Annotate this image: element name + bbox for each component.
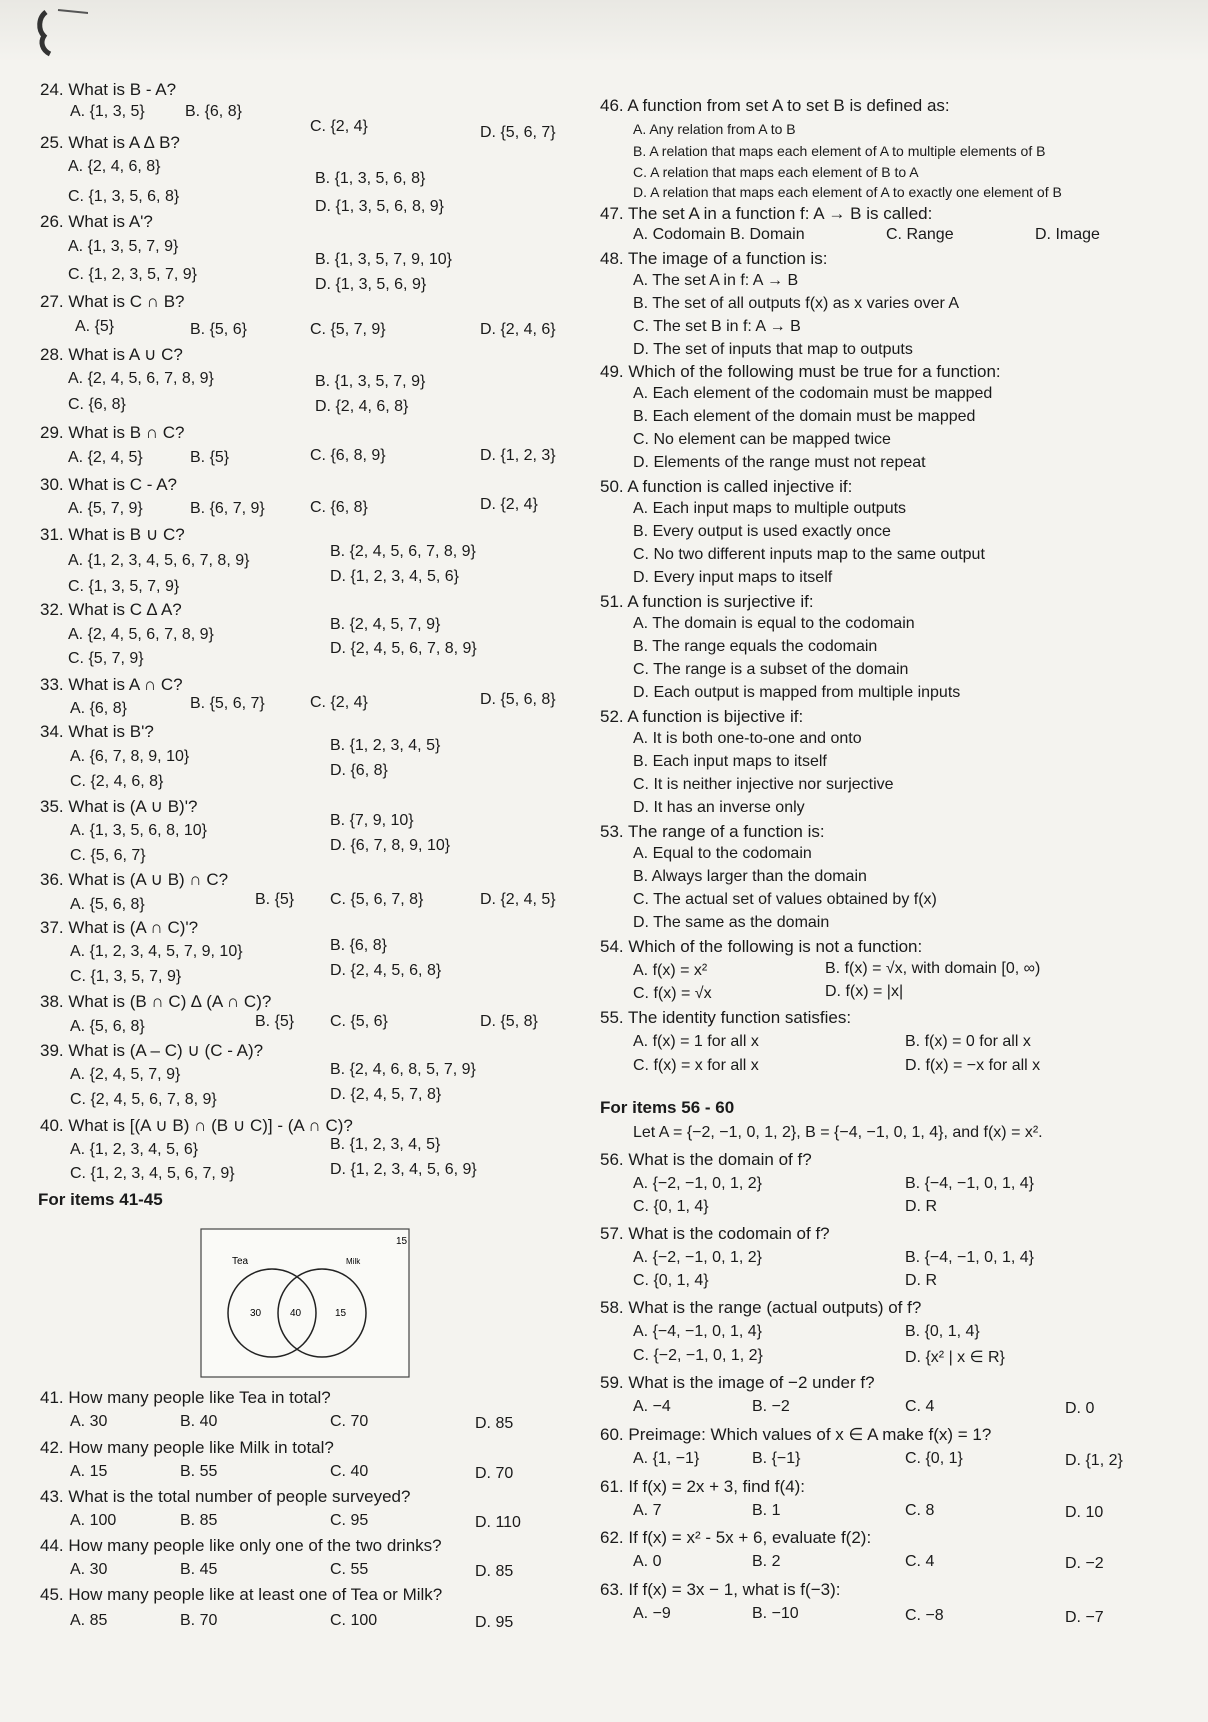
question-53-option: B. Always larger than the domain bbox=[633, 868, 867, 885]
question-38-option: B. {5} bbox=[255, 1013, 295, 1030]
question-48-option: A. The set A in f: A → B bbox=[633, 272, 799, 289]
question-35-option: A. {1, 3, 5, 6, 8, 10} bbox=[70, 822, 207, 839]
question-61-option: A. 7 bbox=[633, 1502, 662, 1519]
question-28-option: A. {2, 4, 5, 6, 7, 8, 9} bbox=[68, 370, 214, 387]
question-42-stem: 42. How many people like Milk in total? bbox=[40, 1438, 334, 1457]
question-51-option: A. The domain is equal to the codomain bbox=[633, 615, 915, 632]
question-60-option: D. {1, 2} bbox=[1065, 1452, 1123, 1469]
venn-milk-label: Milk bbox=[346, 1257, 361, 1266]
question-32-option: C. {5, 7, 9} bbox=[68, 650, 144, 667]
question-50-option: A. Each input maps to multiple outputs bbox=[633, 500, 907, 517]
question-54-option: A. f(x) = x² bbox=[633, 962, 708, 979]
question-38-option: C. {5, 6} bbox=[330, 1013, 388, 1030]
question-60-stem: 60. Preimage: Which values of x ∈ A make f(x) = 1? bbox=[600, 1425, 992, 1444]
question-48-option: B. The set of all outputs f(x) as x varies over A bbox=[633, 295, 960, 312]
question-31-option: A. {1, 2, 3, 4, 5, 6, 7, 8, 9} bbox=[68, 552, 250, 569]
question-38-option: D. {5, 8} bbox=[480, 1013, 538, 1030]
question-33-option: C. {2, 4} bbox=[310, 694, 368, 711]
question-56-option: A. {−2, −1, 0, 1, 2} bbox=[633, 1175, 762, 1192]
question-29-option: A. {2, 4, 5} bbox=[68, 449, 143, 466]
question-46-option: D. A relation that maps each element of A to exactly one element of B bbox=[633, 184, 1062, 200]
question-27-option: D. {2, 4, 6} bbox=[480, 321, 556, 338]
question-61-option: C. 8 bbox=[905, 1502, 935, 1519]
question-41-option: C. 70 bbox=[330, 1413, 369, 1430]
question-44-stem: 44. How many people like only one of the two drinks? bbox=[40, 1536, 442, 1555]
question-49-option: A. Each element of the codomain must be mapped bbox=[633, 385, 993, 402]
question-42-option: A. 15 bbox=[70, 1463, 108, 1480]
question-24-option: D. {5, 6, 7} bbox=[480, 124, 556, 141]
question-53-stem: 53. The range of a function is: bbox=[600, 822, 825, 841]
question-57-option: C. {0, 1, 4} bbox=[633, 1272, 709, 1289]
question-28-option: B. {1, 3, 5, 7, 9} bbox=[315, 373, 426, 390]
question-49-option: B. Each element of the domain must be mapped bbox=[633, 408, 976, 425]
question-62-option: B. 2 bbox=[752, 1553, 781, 1570]
question-62-option: A. 0 bbox=[633, 1553, 662, 1570]
question-42-option: D. 70 bbox=[475, 1465, 514, 1482]
question-51-option: C. The range is a subset of the domain bbox=[633, 661, 909, 678]
question-46-option: C. A relation that maps each element of B to A bbox=[633, 164, 919, 180]
question-46-stem: 46. A function from set A to set B is defined as: bbox=[600, 96, 950, 115]
question-45-option: D. 95 bbox=[475, 1614, 514, 1631]
question-36-stem: 36. What is (A ∪ B) ∩ C? bbox=[40, 870, 229, 889]
question-46-option: A. Any relation from A to B bbox=[633, 121, 796, 137]
question-30-option: D. {2, 4} bbox=[480, 496, 538, 513]
question-45-stem: 45. How many people like at least one of Tea or Milk? bbox=[40, 1585, 443, 1604]
question-59-stem: 59. What is the image of −2 under f? bbox=[600, 1373, 875, 1392]
question-54-stem: 54. Which of the following is not a function: bbox=[600, 937, 923, 956]
question-25-option: D. {1, 3, 5, 6, 8, 9} bbox=[315, 198, 444, 215]
question-52-stem: 52. A function is bijective if: bbox=[600, 707, 804, 726]
question-31-option: D. {1, 2, 3, 4, 5, 6} bbox=[330, 568, 459, 585]
question-32-option: B. {2, 4, 5, 7, 9} bbox=[330, 616, 441, 633]
question-43-option: D. 110 bbox=[475, 1514, 521, 1531]
question-32-stem: 32. What is C ∆ A? bbox=[40, 600, 182, 619]
question-31-option: C. {1, 3, 5, 7, 9} bbox=[68, 578, 180, 595]
given-sets: Let A = {−2, −1, 0, 1, 2}, B = {−4, −1, 0, 1, 4}, and f(x) = x². bbox=[633, 1124, 1043, 1141]
question-24-option: B. {6, 8} bbox=[185, 103, 242, 120]
question-32-option: A. {2, 4, 5, 6, 7, 8, 9} bbox=[68, 626, 214, 643]
question-30-option: C. {6, 8} bbox=[310, 499, 368, 516]
question-53-option: D. The same as the domain bbox=[633, 914, 830, 931]
question-43-stem: 43. What is the total number of people surveyed? bbox=[40, 1487, 411, 1506]
question-34-option: D. {6, 8} bbox=[330, 762, 388, 779]
question-47-option: D. Image bbox=[1035, 226, 1100, 243]
question-52-option: C. It is neither injective nor surjective bbox=[633, 776, 894, 793]
page-top-shadow bbox=[0, 0, 1208, 62]
question-44-option: C. 55 bbox=[330, 1561, 369, 1578]
question-28-stem: 28. What is A ∪ C? bbox=[40, 345, 183, 364]
question-27-stem: 27. What is C ∩ B? bbox=[40, 292, 185, 311]
question-47-option: A. Codomain B. Domain bbox=[633, 226, 805, 243]
question-47-stem: 47. The set A in a function f: A → B is called: bbox=[600, 204, 933, 223]
question-42-option: C. 40 bbox=[330, 1463, 369, 1480]
question-33-option: A. {6, 8} bbox=[70, 700, 127, 717]
question-29-option: D. {1, 2, 3} bbox=[480, 447, 556, 464]
question-24-stem: 24. What is B - A? bbox=[40, 80, 177, 99]
question-61-option: B. 1 bbox=[752, 1502, 781, 1519]
question-35-stem: 35. What is (A ∪ B)'? bbox=[40, 797, 198, 816]
question-40-option: B. {1, 2, 3, 4, 5} bbox=[330, 1136, 441, 1153]
question-27-option: B. {5, 6} bbox=[190, 321, 247, 338]
question-27-option: A. {5} bbox=[75, 318, 115, 335]
question-59-option: A. −4 bbox=[633, 1398, 671, 1415]
question-55-stem: 55. The identity function satisfies: bbox=[600, 1008, 852, 1027]
question-63-stem: 63. If f(x) = 3x − 1, what is f(−3): bbox=[600, 1580, 841, 1599]
question-39-option: D. {2, 4, 5, 7, 8} bbox=[330, 1086, 442, 1103]
question-38-option: A. {5, 6, 8} bbox=[70, 1018, 145, 1035]
question-60-option: C. {0, 1} bbox=[905, 1450, 963, 1467]
question-26-option: B. {1, 3, 5, 7, 9, 10} bbox=[315, 251, 452, 268]
question-39-stem: 39. What is (A – C) ∪ (C - A)? bbox=[40, 1041, 264, 1060]
question-54-option: D. f(x) = |x| bbox=[825, 983, 904, 1000]
question-52-option: A. It is both one-to-one and onto bbox=[633, 730, 862, 747]
question-30-stem: 30. What is C - A? bbox=[40, 475, 177, 494]
question-59-option: C. 4 bbox=[905, 1398, 935, 1415]
question-60-option: A. {1, −1} bbox=[633, 1450, 700, 1467]
question-37-option: C. {1, 3, 5, 7, 9} bbox=[70, 968, 182, 985]
question-29-option: B. {5} bbox=[190, 449, 230, 466]
question-63-option: C. −8 bbox=[905, 1607, 944, 1624]
venn-only-milk-value: 15 bbox=[335, 1308, 347, 1319]
question-28-option: D. {2, 4, 6, 8} bbox=[315, 398, 409, 415]
question-48-stem: 48. The image of a function is: bbox=[600, 249, 828, 268]
question-53-option: A. Equal to the codomain bbox=[633, 845, 812, 862]
question-33-option: D. {5, 6, 8} bbox=[480, 691, 556, 708]
question-55-option: D. f(x) = −x for all x bbox=[905, 1057, 1041, 1074]
question-51-stem: 51. A function is surjective if: bbox=[600, 592, 814, 611]
section-header-41-45: For items 41-45 bbox=[38, 1190, 163, 1209]
question-49-option: D. Elements of the range must not repeat bbox=[633, 454, 926, 471]
question-60-option: B. {−1} bbox=[752, 1450, 801, 1467]
question-45-option: B. 70 bbox=[180, 1612, 218, 1629]
question-40-stem: 40. What is [(A ∪ B) ∩ (B ∪ C)] - (A ∩ C)? bbox=[40, 1116, 353, 1135]
question-61-stem: 61. If f(x) = 2x + 3, find f(4): bbox=[600, 1477, 806, 1496]
question-37-stem: 37. What is (A ∩ C)'? bbox=[40, 918, 199, 937]
question-42-option: B. 55 bbox=[180, 1463, 218, 1480]
question-43-option: B. 85 bbox=[180, 1512, 218, 1529]
question-43-option: C. 95 bbox=[330, 1512, 369, 1529]
question-62-option: C. 4 bbox=[905, 1553, 935, 1570]
section-header-56-60: For items 56 - 60 bbox=[600, 1098, 735, 1117]
question-50-stem: 50. A function is called injective if: bbox=[600, 477, 853, 496]
question-34-option: B. {1, 2, 3, 4, 5} bbox=[330, 737, 441, 754]
question-62-option: D. −2 bbox=[1065, 1555, 1104, 1572]
question-29-option: C. {6, 8, 9} bbox=[310, 447, 386, 464]
question-34-option: A. {6, 7, 8, 9, 10} bbox=[70, 748, 190, 765]
question-35-option: D. {6, 7, 8, 9, 10} bbox=[330, 837, 451, 854]
question-57-option: D. R bbox=[905, 1272, 937, 1289]
venn-tea-label: Tea bbox=[232, 1256, 249, 1267]
question-26-stem: 26. What is A'? bbox=[40, 212, 153, 231]
question-41-option: A. 30 bbox=[70, 1413, 108, 1430]
question-46-option: B. A relation that maps each element of A to multiple elements of B bbox=[633, 143, 1046, 159]
question-39-option: C. {2, 4, 5, 6, 7, 8, 9} bbox=[70, 1091, 217, 1108]
question-37-option: B. {6, 8} bbox=[330, 937, 387, 954]
question-33-stem: 33. What is A ∩ C? bbox=[40, 675, 183, 694]
question-25-option: C. {1, 3, 5, 6, 8} bbox=[68, 188, 180, 205]
question-50-option: D. Every input maps to itself bbox=[633, 569, 833, 586]
question-48-option: D. The set of inputs that map to outputs bbox=[633, 341, 913, 358]
question-40-option: D. {1, 2, 3, 4, 5, 6, 9} bbox=[330, 1161, 477, 1178]
question-57-option: A. {−2, −1, 0, 1, 2} bbox=[633, 1249, 762, 1266]
question-62-stem: 62. If f(x) = x² - 5x + 6, evaluate f(2): bbox=[600, 1528, 872, 1547]
question-58-option: B. {0, 1, 4} bbox=[905, 1323, 980, 1340]
question-29-stem: 29. What is B ∩ C? bbox=[40, 423, 185, 442]
question-43-option: A. 100 bbox=[70, 1512, 117, 1529]
question-37-option: D. {2, 4, 5, 6, 8} bbox=[330, 962, 442, 979]
question-47-option: C. Range bbox=[886, 226, 954, 243]
question-49-option: C. No element can be mapped twice bbox=[633, 431, 891, 448]
question-55-option: A. f(x) = 1 for all x bbox=[633, 1033, 759, 1050]
question-25-stem: 25. What is A ∆ B? bbox=[40, 133, 180, 152]
binder-clip-icon bbox=[28, 8, 88, 58]
question-27-option: C. {5, 7, 9} bbox=[310, 321, 386, 338]
question-44-option: B. 45 bbox=[180, 1561, 218, 1578]
question-26-option: A. {1, 3, 5, 7, 9} bbox=[68, 238, 179, 255]
question-57-option: B. {−4, −1, 0, 1, 4} bbox=[905, 1249, 1034, 1266]
question-63-option: B. −10 bbox=[752, 1605, 799, 1622]
question-41-option: B. 40 bbox=[180, 1413, 218, 1430]
question-41-stem: 41. How many people like Tea in total? bbox=[40, 1388, 331, 1407]
question-56-option: C. {0, 1, 4} bbox=[633, 1198, 709, 1215]
question-51-option: B. The range equals the codomain bbox=[633, 638, 878, 655]
question-45-option: A. 85 bbox=[70, 1612, 108, 1629]
venn-total-label: 15 bbox=[396, 1236, 408, 1247]
question-39-option: B. {2, 4, 6, 8, 5, 7, 9} bbox=[330, 1061, 476, 1078]
question-59-option: D. 0 bbox=[1065, 1400, 1095, 1417]
question-51-option: D. Each output is mapped from multiple inputs bbox=[633, 684, 961, 701]
question-35-option: B. {7, 9, 10} bbox=[330, 812, 414, 829]
question-36-option: C. {5, 6, 7, 8} bbox=[330, 891, 424, 908]
question-28-option: C. {6, 8} bbox=[68, 396, 126, 413]
question-25-option: B. {1, 3, 5, 6, 8} bbox=[315, 170, 426, 187]
question-52-option: B. Each input maps to itself bbox=[633, 753, 827, 770]
question-50-option: B. Every output is used exactly once bbox=[633, 523, 891, 540]
question-40-option: C. {1, 2, 3, 4, 5, 6, 7, 9} bbox=[70, 1165, 235, 1182]
question-58-option: D. {x² | x ∈ R} bbox=[905, 1349, 1005, 1366]
venn-universe-box bbox=[201, 1229, 409, 1377]
question-36-option: A. {5, 6, 8} bbox=[70, 896, 145, 913]
question-58-stem: 58. What is the range (actual outputs) of f? bbox=[600, 1298, 922, 1317]
question-32-option: D. {2, 4, 5, 6, 7, 8, 9} bbox=[330, 640, 477, 657]
question-39-option: A. {2, 4, 5, 7, 9} bbox=[70, 1066, 181, 1083]
question-63-option: A. −9 bbox=[633, 1605, 671, 1622]
venn-both-value: 40 bbox=[290, 1308, 302, 1319]
question-30-option: B. {6, 7, 9} bbox=[190, 500, 265, 517]
question-34-option: C. {2, 4, 6, 8} bbox=[70, 773, 164, 790]
question-24-option: A. {1, 3, 5} bbox=[70, 103, 145, 120]
question-59-option: B. −2 bbox=[752, 1398, 790, 1415]
question-56-option: B. {−4, −1, 0, 1, 4} bbox=[905, 1175, 1034, 1192]
question-34-stem: 34. What is B'? bbox=[40, 722, 154, 741]
question-50-option: C. No two different inputs map to the same output bbox=[633, 546, 985, 563]
question-54-option: C. f(x) = √x bbox=[633, 985, 712, 1002]
question-31-option: B. {2, 4, 5, 6, 7, 8, 9} bbox=[330, 543, 476, 560]
question-37-option: A. {1, 2, 3, 4, 5, 7, 9, 10} bbox=[70, 943, 243, 960]
question-25-option: A. {2, 4, 6, 8} bbox=[68, 158, 161, 175]
question-36-option: B. {5} bbox=[255, 891, 295, 908]
question-35-option: C. {5, 6, 7} bbox=[70, 847, 146, 864]
venn-diagram bbox=[200, 1228, 410, 1378]
question-44-option: D. 85 bbox=[475, 1563, 514, 1580]
question-44-option: A. 30 bbox=[70, 1561, 108, 1578]
question-55-option: C. f(x) = x for all x bbox=[633, 1057, 759, 1074]
question-36-option: D. {2, 4, 5} bbox=[480, 891, 556, 908]
question-52-option: D. It has an inverse only bbox=[633, 799, 805, 816]
question-40-option: A. {1, 2, 3, 4, 5, 6} bbox=[70, 1141, 199, 1158]
question-63-option: D. −7 bbox=[1065, 1609, 1104, 1626]
question-54-option: B. f(x) = √x, with domain [0, ∞) bbox=[825, 960, 1041, 977]
question-57-stem: 57. What is the codomain of f? bbox=[600, 1224, 830, 1243]
question-53-option: C. The actual set of values obtained by f(x) bbox=[633, 891, 937, 908]
question-26-option: C. {1, 2, 3, 5, 7, 9} bbox=[68, 266, 197, 283]
question-61-option: D. 10 bbox=[1065, 1504, 1104, 1521]
question-55-option: B. f(x) = 0 for all x bbox=[905, 1033, 1031, 1050]
question-45-option: C. 100 bbox=[330, 1612, 378, 1629]
question-33-option: B. {5, 6, 7} bbox=[190, 695, 265, 712]
question-38-stem: 38. What is (B ∩ C) ∆ (A ∩ C)? bbox=[40, 992, 272, 1011]
question-49-stem: 49. Which of the following must be true for a function: bbox=[600, 362, 1001, 381]
venn-only-tea-value: 30 bbox=[250, 1308, 262, 1319]
question-56-stem: 56. What is the domain of f? bbox=[600, 1150, 812, 1169]
question-41-option: D. 85 bbox=[475, 1415, 514, 1432]
question-26-option: D. {1, 3, 5, 6, 9} bbox=[315, 276, 427, 293]
question-58-option: A. {−4, −1, 0, 1, 4} bbox=[633, 1323, 762, 1340]
question-48-option: C. The set B in f: A → B bbox=[633, 318, 801, 335]
question-58-option: C. {−2, −1, 0, 1, 2} bbox=[633, 1347, 763, 1364]
question-56-option: D. R bbox=[905, 1198, 937, 1215]
question-24-option: C. {2, 4} bbox=[310, 118, 368, 135]
question-30-option: A. {5, 7, 9} bbox=[68, 500, 143, 517]
question-31-stem: 31. What is B ∪ C? bbox=[40, 525, 185, 544]
